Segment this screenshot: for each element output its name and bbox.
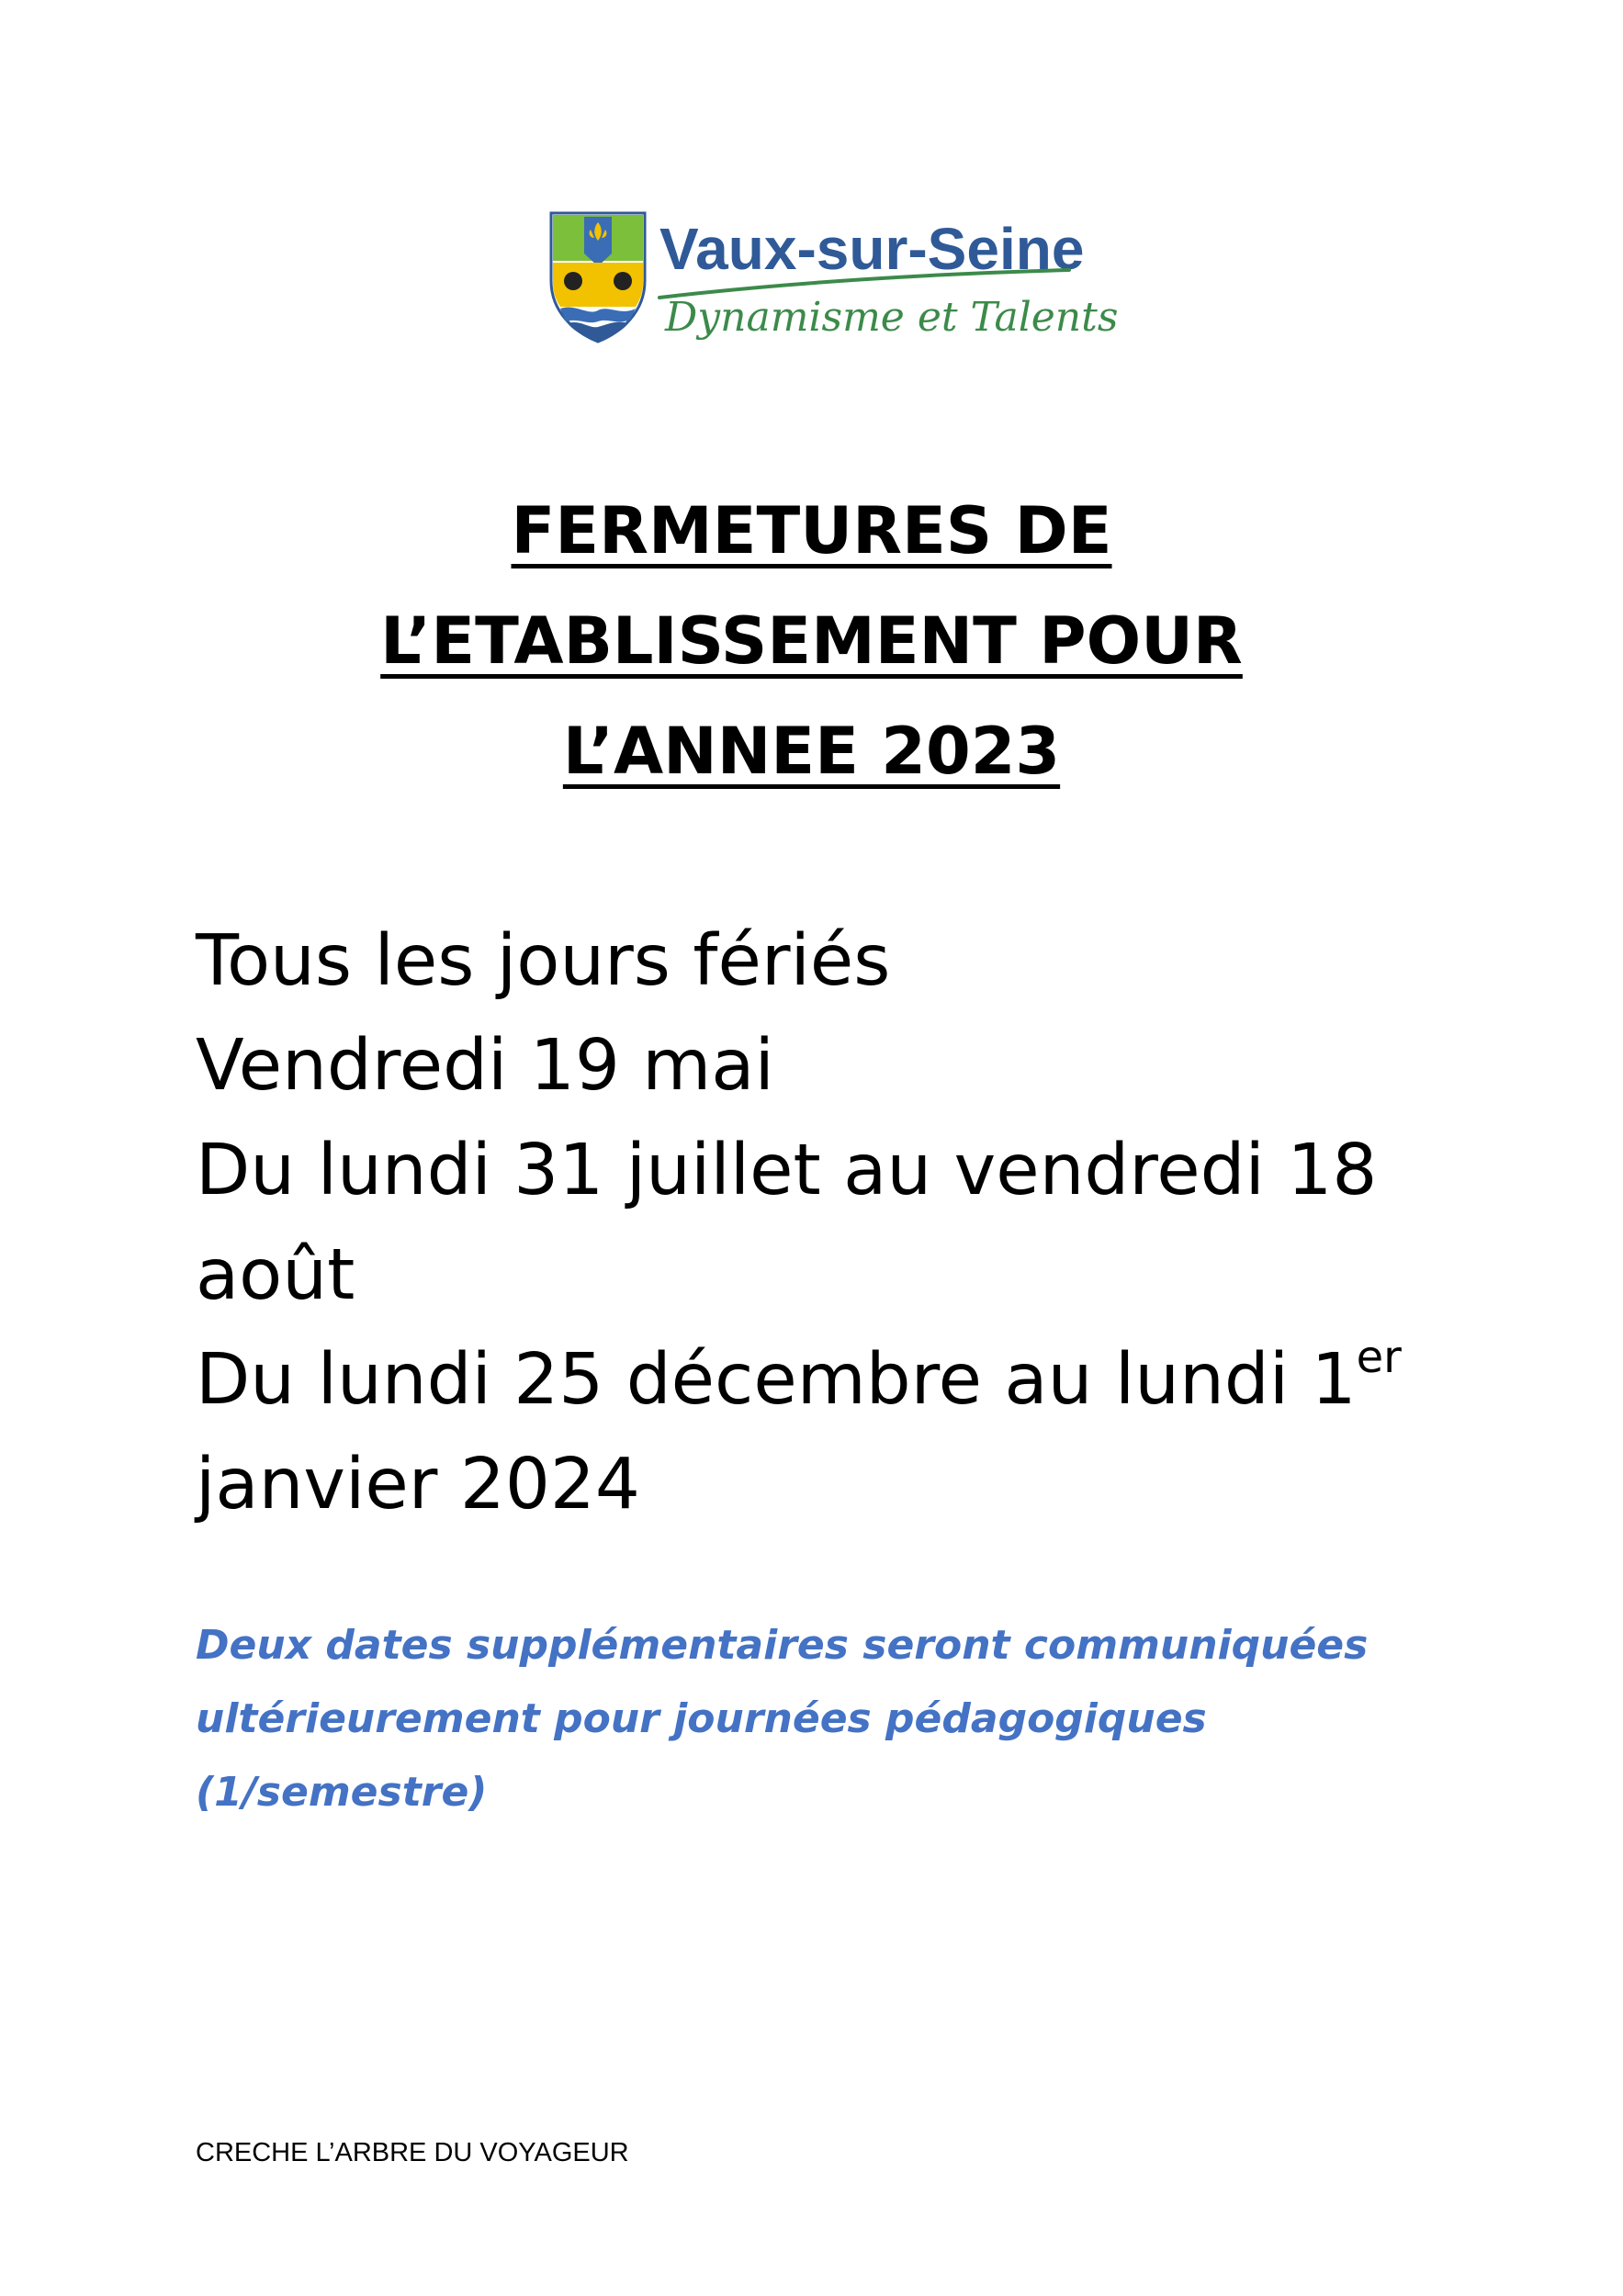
additional-dates-note — [196, 1609, 1482, 1829]
closure-summer-line-2: août — [196, 1234, 355, 1316]
closure-winter-text: Du lundi 25 décembre au lundi 1 — [196, 1339, 1357, 1421]
title-line-1: FERMETURES DE — [511, 493, 1112, 568]
title-line-2: L’ETABLISSEMENT POUR — [380, 603, 1243, 679]
closure-summer-line-1: Du lundi 31 juillet au vendredi 18 — [196, 1130, 1378, 1211]
title-line-3: L’ANNEE 2023 — [562, 714, 1061, 789]
closure-winter-line-1 — [196, 1328, 1482, 1433]
document-title — [184, 476, 1439, 806]
logo — [547, 209, 1119, 356]
logo-tagline: Dynamisme et Talents — [665, 294, 1119, 341]
closure-holidays: Tous les jours fériés — [196, 920, 891, 1002]
logo-title: Vaux-sur-Seine — [659, 216, 1085, 282]
note-line-1: Deux dates supplémentaires seront communiquées — [196, 1622, 1369, 1669]
ordinal-suffix: er — [1356, 1332, 1402, 1383]
closure-dates-list — [196, 909, 1482, 1537]
note-line-2: ultérieurement pour journées pédagogiques (1/semestre) — [196, 1695, 1207, 1816]
footer-organization: CRECHE L’ARBRE DU VOYAGEUR — [196, 2138, 629, 2167]
coat-of-arms-icon — [547, 209, 648, 343]
closure-winter-line-2: janvier 2024 — [196, 1444, 640, 1525]
closure-may-19: Vendredi 19 mai — [196, 1025, 774, 1107]
